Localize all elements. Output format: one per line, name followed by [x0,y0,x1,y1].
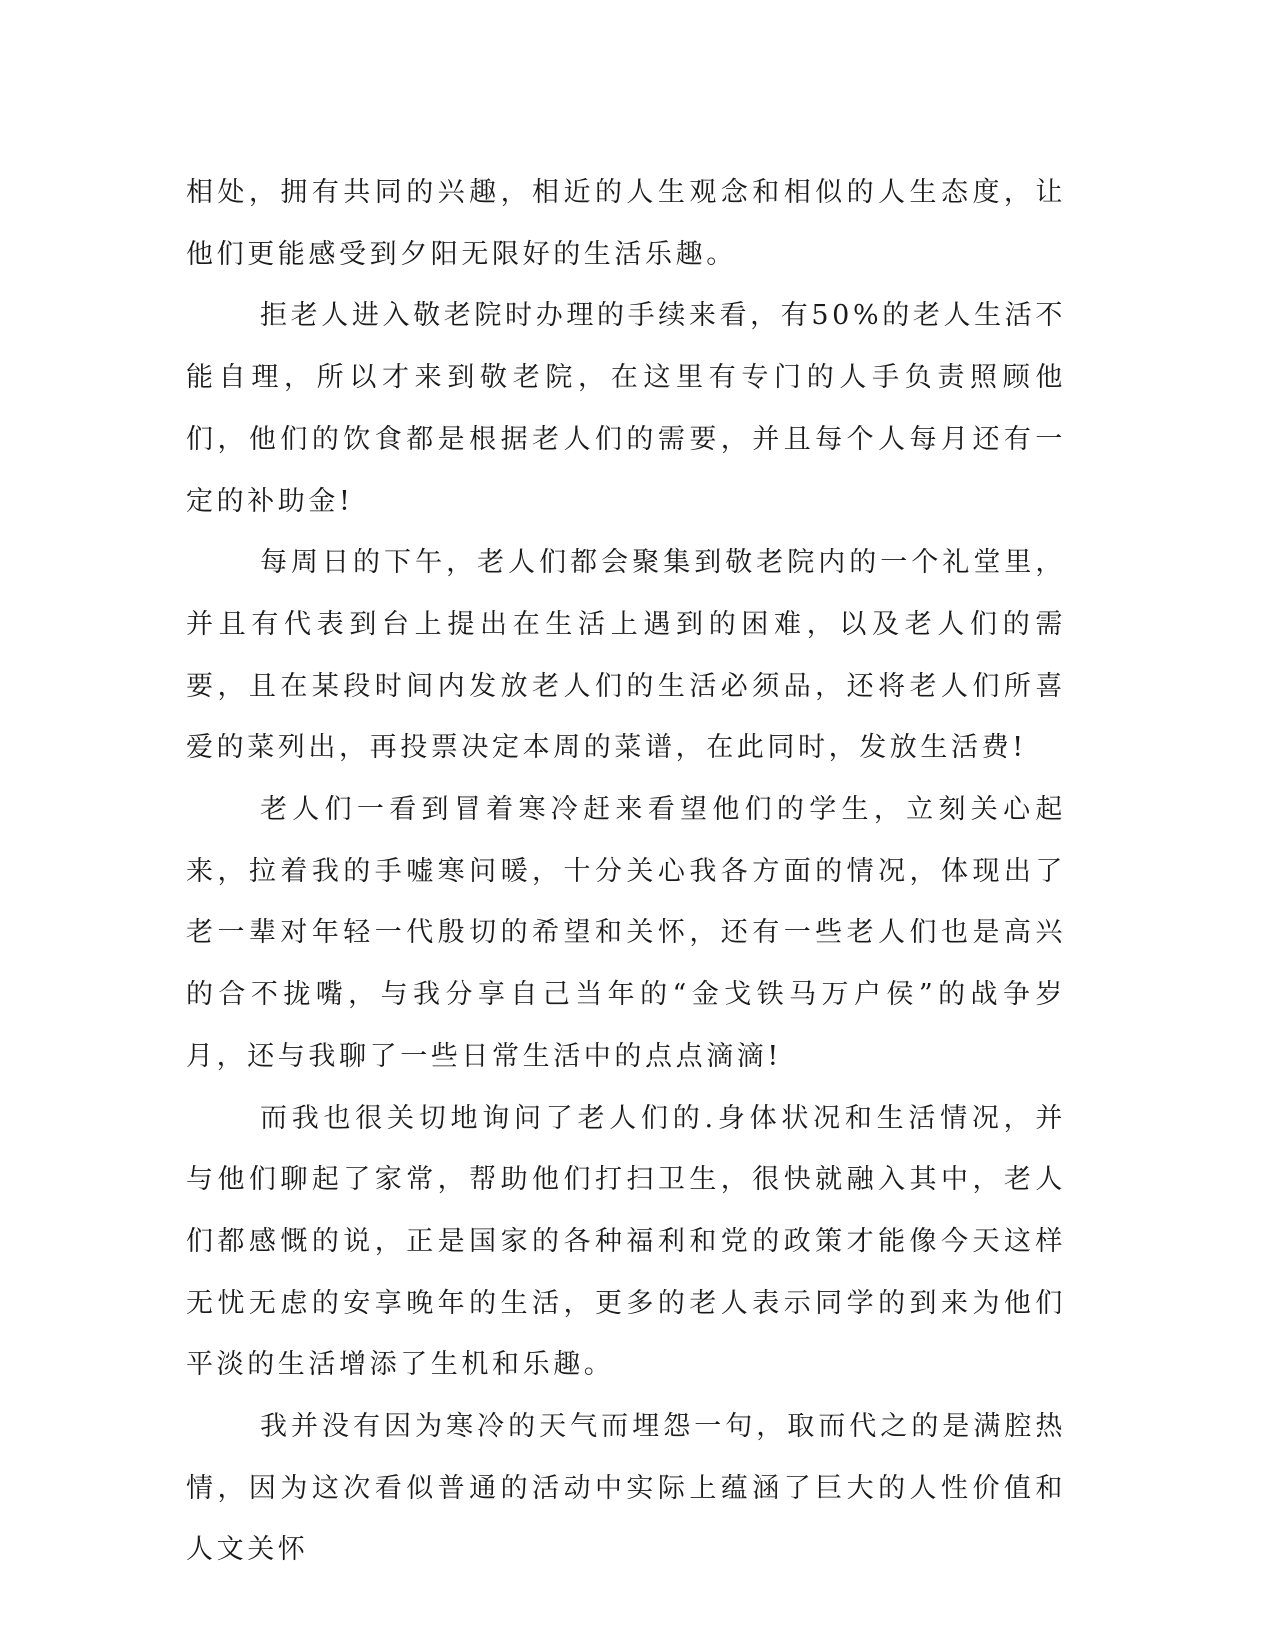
paragraph-2: 拒老人进入敬老院时办理的手续来看，有50%的老人生活不能自理，所以才来到敬老院，在这里有专门的人手负责照顾他们，他们的饮食都是根据老人们的需要，并且每个人每月还有一定的补助金! [186,300,1066,517]
paragraph-5: 而我也很关切地询问了老人们的.身体状况和生活情况，并与他们聊起了家常，帮助他们打扫卫生，很快就融入其中，老人们都感慨的说，正是国家的各种福利和党的政策才能像今天这样无忧无虑的安享晚年的生活，更多的老人表示同学的到来为他们平淡的生活增添了生机和乐趣。 [186,1102,1066,1381]
paragraph-1: 相处，拥有共同的兴趣，相近的人生观念和相似的人生态度，让他们更能感受到夕阳无限好的生活乐趣。 [186,177,1066,270]
paragraph-4: 老人们一看到冒着寒冷赶来看望他们的学生，立刻关心起来，拉着我的手嘘寒问暖，十分关心我各方面的情况，体现出了老一辈对年轻一代殷切的希望和关怀，还有一些老人们也是高兴的合不拢嘴，与我分享自己当年的“金戈铁马万户侯”的战争岁月，还与我聊了一些日常生活中的点点滴滴! [186,794,1066,1072]
paragraph-6: 我并没有因为寒冷的天气而埋怨一句，取而代之的是满腔热情，因为这次看似普通的活动中实际上蕴涵了巨大的人性价值和人文关怀 [186,1411,1066,1566]
document-body [186,162,1066,1581]
paragraph-3: 每周日的下午，老人们都会聚集到敬老院内的一个礼堂里，并且有代表到台上提出在生活上遇到的困难，以及老人们的需要，且在某段时间内发放老人们的生活必须品，还将老人们所喜爱的菜列出，再投票决定本周的菜谱，在此同时，发放生活费! [186,547,1066,764]
